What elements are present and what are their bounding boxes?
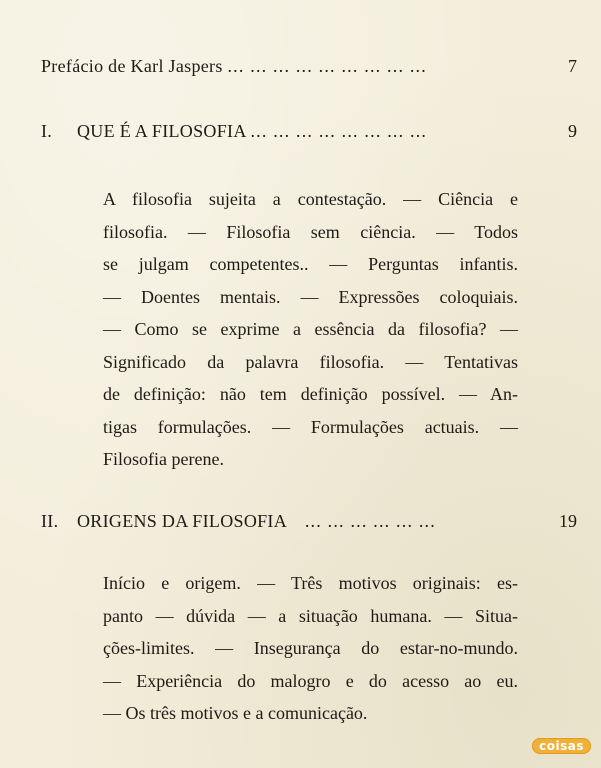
chapter-number: II. <box>41 511 59 531</box>
summary-line: — Experiência do malogro e do acesso ao eu. <box>103 670 518 691</box>
chapter-title: QUE É A FILOSOFIA <box>77 121 246 141</box>
toc-leader-dots: ... ... ... ... ... ... ... ... ... <box>227 56 427 76</box>
summary-line: — Doentes mentais. — Expressões coloquiais. <box>103 286 518 307</box>
toc-page-number: 7 <box>568 56 577 76</box>
summary-line: Significado da palavra filosofia. — Tentativas <box>103 351 518 372</box>
summary-line: — Como se exprime a essência da filosofia? — <box>103 319 518 339</box>
chapter-title: ORIGENS DA FILOSOFIA <box>77 511 287 531</box>
summary-line: — Os três motivos e a comunicação. <box>103 703 368 723</box>
toc-entry-chapter-2 <box>41 511 436 532</box>
toc-leader-dots: ... ... ... ... ... ... <box>304 511 436 531</box>
summary-line: panto — dúvida — a situação humana. — Situa- <box>103 605 518 626</box>
chapter-2-summary <box>103 567 518 730</box>
toc-leader-dots: ... ... ... ... ... ... ... ... <box>250 121 428 141</box>
summary-line: Início e origem. — Três motivos originais: es- <box>103 573 518 593</box>
summary-line: A filosofia sujeita a contestação. — Ciência e <box>103 189 518 209</box>
summary-line: tigas formulações. — Formulações actuais. — <box>103 416 518 437</box>
summary-line: Filosofia perene. <box>103 449 224 469</box>
chapter-1-summary <box>103 183 518 476</box>
watermark-logo: coisas <box>532 738 591 754</box>
toc-entry-preface <box>41 56 427 77</box>
toc-entry-title: Prefácio de Karl Jaspers <box>41 56 223 76</box>
toc-page-number: 9 <box>568 121 577 141</box>
chapter-number: I. <box>41 121 53 141</box>
toc-entry-chapter-1 <box>41 121 427 142</box>
toc-page-number: 19 <box>559 511 577 531</box>
summary-line: filosofia. — Filosofia sem ciência. — Todos <box>103 221 518 242</box>
summary-line: de definição: não tem definição possível. — An- <box>103 384 518 404</box>
summary-line: ções-limites. — Insegurança do estar-no-mundo. <box>103 638 518 658</box>
summary-line: se julgam competentes.. — Perguntas infantis. <box>103 254 518 274</box>
